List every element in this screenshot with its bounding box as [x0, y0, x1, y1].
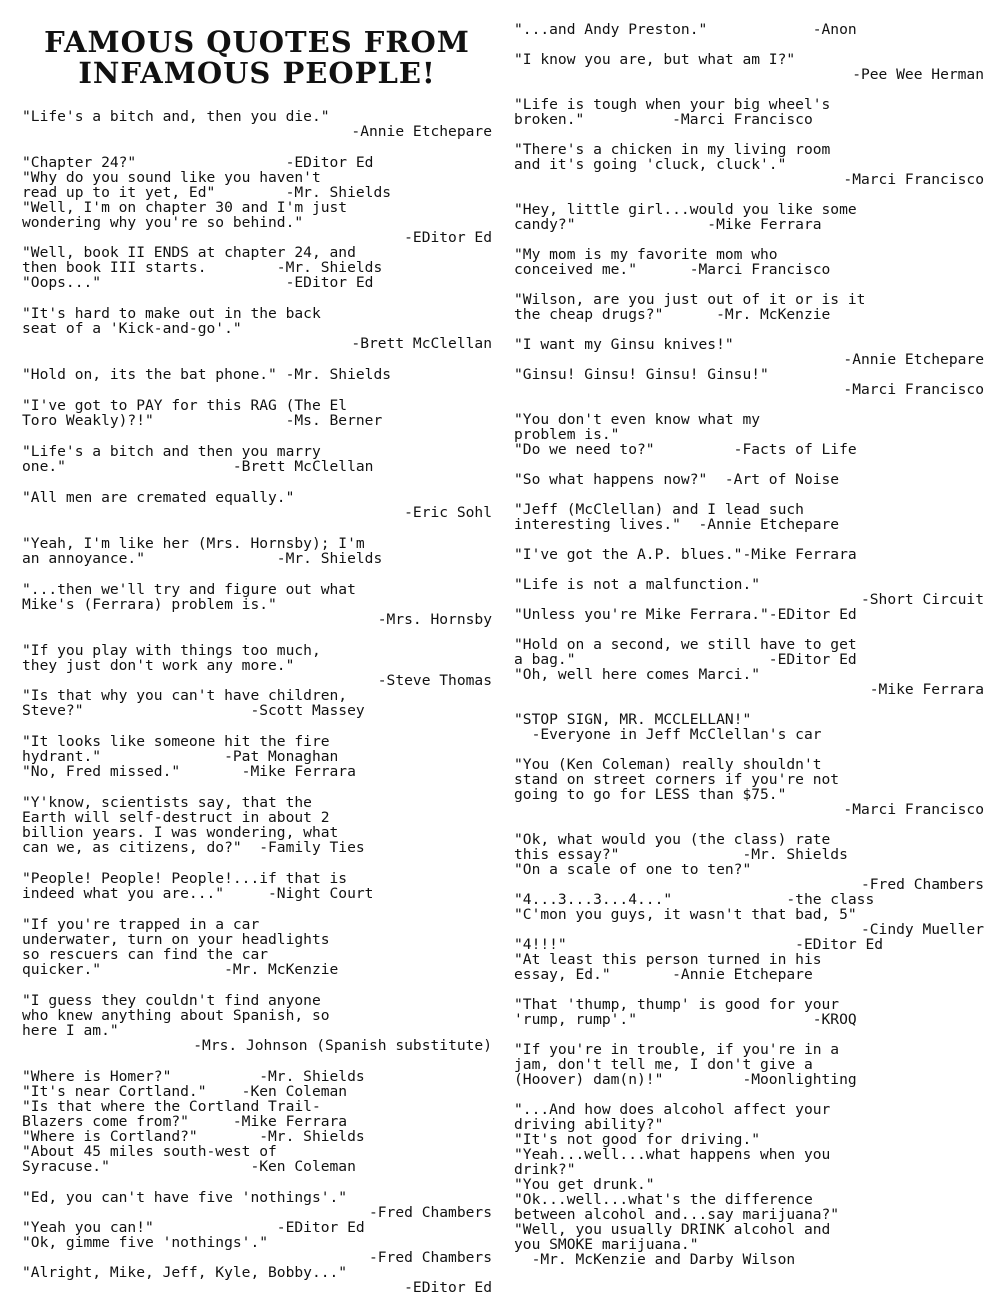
quote-line: interesting lives." -Annie Etchepare [514, 516, 840, 533]
quote-line: "Life's a bitch and then you marry [22, 443, 321, 460]
quote-line: indeed what you are..." -Night Court [22, 885, 374, 902]
quote-line: "It's near Cortland." -Ken Coleman [22, 1083, 348, 1100]
quote-block [514, 472, 984, 487]
quote-line: candy?" -Mike Ferrara [514, 216, 822, 233]
quote-line: quicker." -Mr. McKenzie [22, 961, 339, 978]
attribution-line: -Mrs. Hornsby [377, 611, 492, 628]
quote-block [514, 22, 984, 37]
quote-line: an annoyance." -Mr. Shields [22, 550, 383, 567]
quote-line: "It looks like someone hit the fire [22, 733, 330, 750]
quote-block [22, 398, 492, 428]
quote-line: broken." -Marci Francisco [514, 111, 813, 128]
attribution-line: -Fred Chambers [368, 1249, 492, 1266]
quote-line: so rescuers can find the car [22, 946, 269, 963]
quote-line: jam, don't tell me, I don't give a [514, 1056, 813, 1073]
quote-block [514, 712, 984, 742]
title-line: FAMOUS QUOTES FROM [44, 25, 470, 59]
quote-line: one." -Brett McClellan [22, 458, 374, 475]
quote-line: "You get drunk." [514, 1176, 655, 1193]
quote-line: "Well, I'm on chapter 30 and I'm just [22, 199, 348, 216]
quote-line: then book III starts. -Mr. Shields [22, 259, 383, 276]
quote-line: Blazers come from?" -Mike Ferrara [22, 1113, 348, 1130]
quote-line: "Ginsu! Ginsu! Ginsu! Ginsu!" [514, 366, 769, 383]
quote-line: hydrant." -Pat Monaghan [22, 748, 339, 765]
quote-line: "Yeah, I'm like her (Mrs. Hornsby); I'm [22, 535, 365, 552]
quote-line: who knew anything about Spanish, so [22, 1007, 330, 1024]
quote-line: -Everyone in Jeff McClellan's car [514, 726, 822, 743]
quote-line: "Is that why you can't have children, [22, 687, 348, 704]
quote-block [514, 757, 984, 817]
quote-line: "Ok, gimme five 'nothings'." [22, 1234, 269, 1251]
quote-block [22, 155, 492, 290]
attribution-line: -Annie Etchepare [843, 351, 984, 368]
quote-line: "Chapter 24?" -EDitor Ed [22, 154, 374, 171]
quote-line: problem is." [514, 426, 620, 443]
quote-line: you SMOKE marijuana." [514, 1236, 699, 1253]
quote-line: going to go for LESS than $75." [514, 786, 787, 803]
attribution-line: -EDitor Ed [404, 1279, 492, 1296]
quote-block [22, 536, 492, 566]
quote-line: this essay?" -Mr. Shields [514, 846, 848, 863]
quote-line: "That 'thump, thump' is good for your [514, 996, 840, 1013]
quote-line: "I know you are, but what am I?" [514, 51, 796, 68]
attribution-line: -Fred Chambers [860, 876, 984, 893]
quote-block [514, 997, 984, 1027]
quote-line: "Is that where the Cortland Trail- [22, 1098, 321, 1115]
quote-line: (Hoover) dam(n)!" -Moonlighting [514, 1071, 857, 1088]
attribution-line: -Annie Etchepare [351, 123, 492, 140]
quote-line: "I want my Ginsu knives!" [514, 336, 734, 353]
quote-block [514, 142, 984, 187]
quote-line: "Well, you usually DRINK alcohol and [514, 1221, 831, 1238]
attribution-line: -Pee Wee Herman [852, 66, 984, 83]
quote-block [22, 444, 492, 474]
attribution-line: -Cindy Mueller [860, 921, 984, 938]
quote-line: "4...3...3...4..." -the class [514, 891, 875, 908]
quote-block [514, 502, 984, 532]
quote-line: "I've got the A.P. blues."-Mike Ferrara [514, 546, 857, 563]
quote-line: "Ok...well...what's the difference [514, 1191, 813, 1208]
quote-line: "Unless you're Mike Ferrara."-EDitor Ed [514, 606, 857, 623]
quote-line: "Y'know, scientists say, that the [22, 794, 312, 811]
quote-block [514, 832, 984, 982]
quote-line: billion years. I was wondering, what [22, 824, 339, 841]
quote-block [514, 247, 984, 277]
quote-block [22, 734, 492, 779]
quote-block [22, 490, 492, 520]
quote-line: here I am." [22, 1022, 119, 1039]
quote-line: "You (Ken Coleman) really shouldn't [514, 756, 822, 773]
quote-line: "People! People! People!...if that is [22, 870, 348, 887]
attribution-line: -Fred Chambers [368, 1204, 492, 1221]
quote-line: conceived me." -Marci Francisco [514, 261, 831, 278]
quote-line: drink?" [514, 1161, 576, 1178]
quote-line: "Hold on a second, we still have to get [514, 636, 857, 653]
quote-line: "At least this person turned in his [514, 951, 822, 968]
quote-line: Earth will self-destruct in about 2 [22, 809, 330, 826]
quote-line: "All men are cremated equally." [22, 489, 295, 506]
quote-block [514, 412, 984, 457]
quote-line: "Do we need to?" -Facts of Life [514, 441, 857, 458]
quote-line: "Hey, little girl...would you like some [514, 201, 857, 218]
quote-block [514, 637, 984, 697]
quote-block [514, 337, 984, 397]
quote-line: wondering why you're so behind." [22, 214, 304, 231]
quote-block [514, 202, 984, 232]
quote-line: "Life is tough when your big wheel's [514, 96, 831, 113]
attribution-line: -Mrs. Johnson (Spanish substitute) [193, 1037, 492, 1054]
attribution-line: -Steve Thomas [377, 672, 492, 689]
quote-block [514, 1042, 984, 1087]
quote-line: -Mr. McKenzie and Darby Wilson [514, 1251, 796, 1268]
quote-line: Mike's (Ferrara) problem is." [22, 596, 277, 613]
quote-line: can we, as citizens, do?" -Family Ties [22, 839, 365, 856]
attribution-line: -Marci Francisco [843, 801, 984, 818]
quote-block [514, 547, 984, 562]
page-title [22, 27, 492, 89]
attribution-line: -Eric Sohl [404, 504, 492, 521]
quote-block [22, 795, 492, 855]
quote-line: underwater, turn on your headlights [22, 931, 330, 948]
quote-line: and it's going 'cluck, cluck'." [514, 156, 787, 173]
quote-line: "Jeff (McClellan) and I lead such [514, 501, 804, 518]
quote-line: read up to it yet, Ed" -Mr. Shields [22, 184, 392, 201]
quote-block [22, 306, 492, 351]
attribution-line: -Marci Francisco [843, 171, 984, 188]
quote-line: "...And how does alcohol affect your [514, 1101, 831, 1118]
quote-line: "Yeah...well...what happens when you [514, 1146, 831, 1163]
quote-line: "If you're in trouble, if you're in a [514, 1041, 840, 1058]
quote-line: Steve?" -Scott Massey [22, 702, 365, 719]
quote-line: "Yeah you can!" -EDitor Ed [22, 1219, 365, 1236]
quote-line: "It's hard to make out in the back [22, 305, 321, 322]
quote-line: "...then we'll try and figure out what [22, 581, 356, 598]
quote-line: "On a scale of one to ten?" [514, 861, 752, 878]
quote-line: "Ok, what would you (the class) rate [514, 831, 831, 848]
quote-line: "Hold on, its the bat phone." -Mr. Shields [22, 366, 392, 383]
quote-block [22, 109, 492, 139]
quote-line: "Alright, Mike, Jeff, Kyle, Bobby..." [22, 1264, 348, 1281]
quote-block [514, 52, 984, 82]
quote-line: "...and Andy Preston." -Anon [514, 21, 857, 38]
quote-line: "Where is Cortland?" -Mr. Shields [22, 1128, 365, 1145]
attribution-line: -Short Circuit [860, 591, 984, 608]
quote-block [22, 643, 492, 718]
quote-line: "So what happens now?" -Art of Noise [514, 471, 840, 488]
quote-block [514, 97, 984, 127]
quote-line: Toro Weakly)?!" -Ms. Berner [22, 412, 383, 429]
quote-line: "There's a chicken in my living room [514, 141, 831, 158]
quote-line: "Well, book II ENDS at chapter 24, and [22, 244, 356, 261]
quote-line: they just don't work any more." [22, 657, 295, 674]
quote-line: "I've got to PAY for this RAG (The El [22, 397, 348, 414]
quote-line: "4!!!" -EDitor Ed [514, 936, 884, 953]
quote-line: "Oh, well here comes Marci." [514, 666, 761, 683]
title-line: INFAMOUS PEOPLE! [78, 56, 436, 90]
quote-line: 'rump, rump'." -KROQ [514, 1011, 857, 1028]
attribution-line: -Brett McClellan [351, 335, 492, 352]
quote-line: between alcohol and...say marijuana?" [514, 1206, 840, 1223]
quote-block [22, 871, 492, 901]
quote-line: "I guess they couldn't find anyone [22, 992, 321, 1009]
quote-line: "It's not good for driving." [514, 1131, 761, 1148]
quote-line: "If you play with things too much, [22, 642, 321, 659]
quote-block [22, 367, 492, 382]
right-column [514, 22, 984, 1282]
quote-line: stand on street corners if you're not [514, 771, 840, 788]
quote-line: "Where is Homer?" -Mr. Shields [22, 1068, 365, 1085]
quote-line: seat of a 'Kick-and-go'." [22, 320, 242, 337]
quote-line: "No, Fred missed." -Mike Ferrara [22, 763, 356, 780]
quote-block [22, 1190, 492, 1295]
quote-line: "Why do you sound like you haven't [22, 169, 321, 186]
attribution-line: -Mike Ferrara [869, 681, 984, 698]
quote-block [22, 917, 492, 977]
quote-line: "C'mon you guys, it wasn't that bad, 5" [514, 906, 857, 923]
quote-line: driving ability?" [514, 1116, 664, 1133]
quote-block [22, 582, 492, 627]
quote-line: "You don't even know what my [514, 411, 761, 428]
quote-line: "My mom is my favorite mom who [514, 246, 778, 263]
quote-line: Syracuse." -Ken Coleman [22, 1158, 356, 1175]
quote-line: "If you're trapped in a car [22, 916, 260, 933]
quote-line: "Wilson, are you just out of it or is it [514, 291, 866, 308]
quote-line: "STOP SIGN, MR. MCCLELLAN!" [514, 711, 752, 728]
quote-line: essay, Ed." -Annie Etchepare [514, 966, 813, 983]
quote-line: "Life is not a malfunction." [514, 576, 761, 593]
left-column [22, 0, 492, 1311]
quote-line: "About 45 miles south-west of [22, 1143, 277, 1160]
quote-block [514, 1102, 984, 1267]
quote-block [22, 1069, 492, 1174]
quote-line: "Life's a bitch and, then you die." [22, 108, 330, 125]
quote-block [514, 292, 984, 322]
quote-block [514, 577, 984, 622]
attribution-line: -EDitor Ed [404, 229, 492, 246]
quote-line: "Oops..." -EDitor Ed [22, 274, 374, 291]
quote-line: the cheap drugs?" -Mr. McKenzie [514, 306, 831, 323]
quote-line: "Ed, you can't have five 'nothings'." [22, 1189, 348, 1206]
quote-block [22, 993, 492, 1053]
quote-line: a bag." -EDitor Ed [514, 651, 857, 668]
attribution-line: -Marci Francisco [843, 381, 984, 398]
